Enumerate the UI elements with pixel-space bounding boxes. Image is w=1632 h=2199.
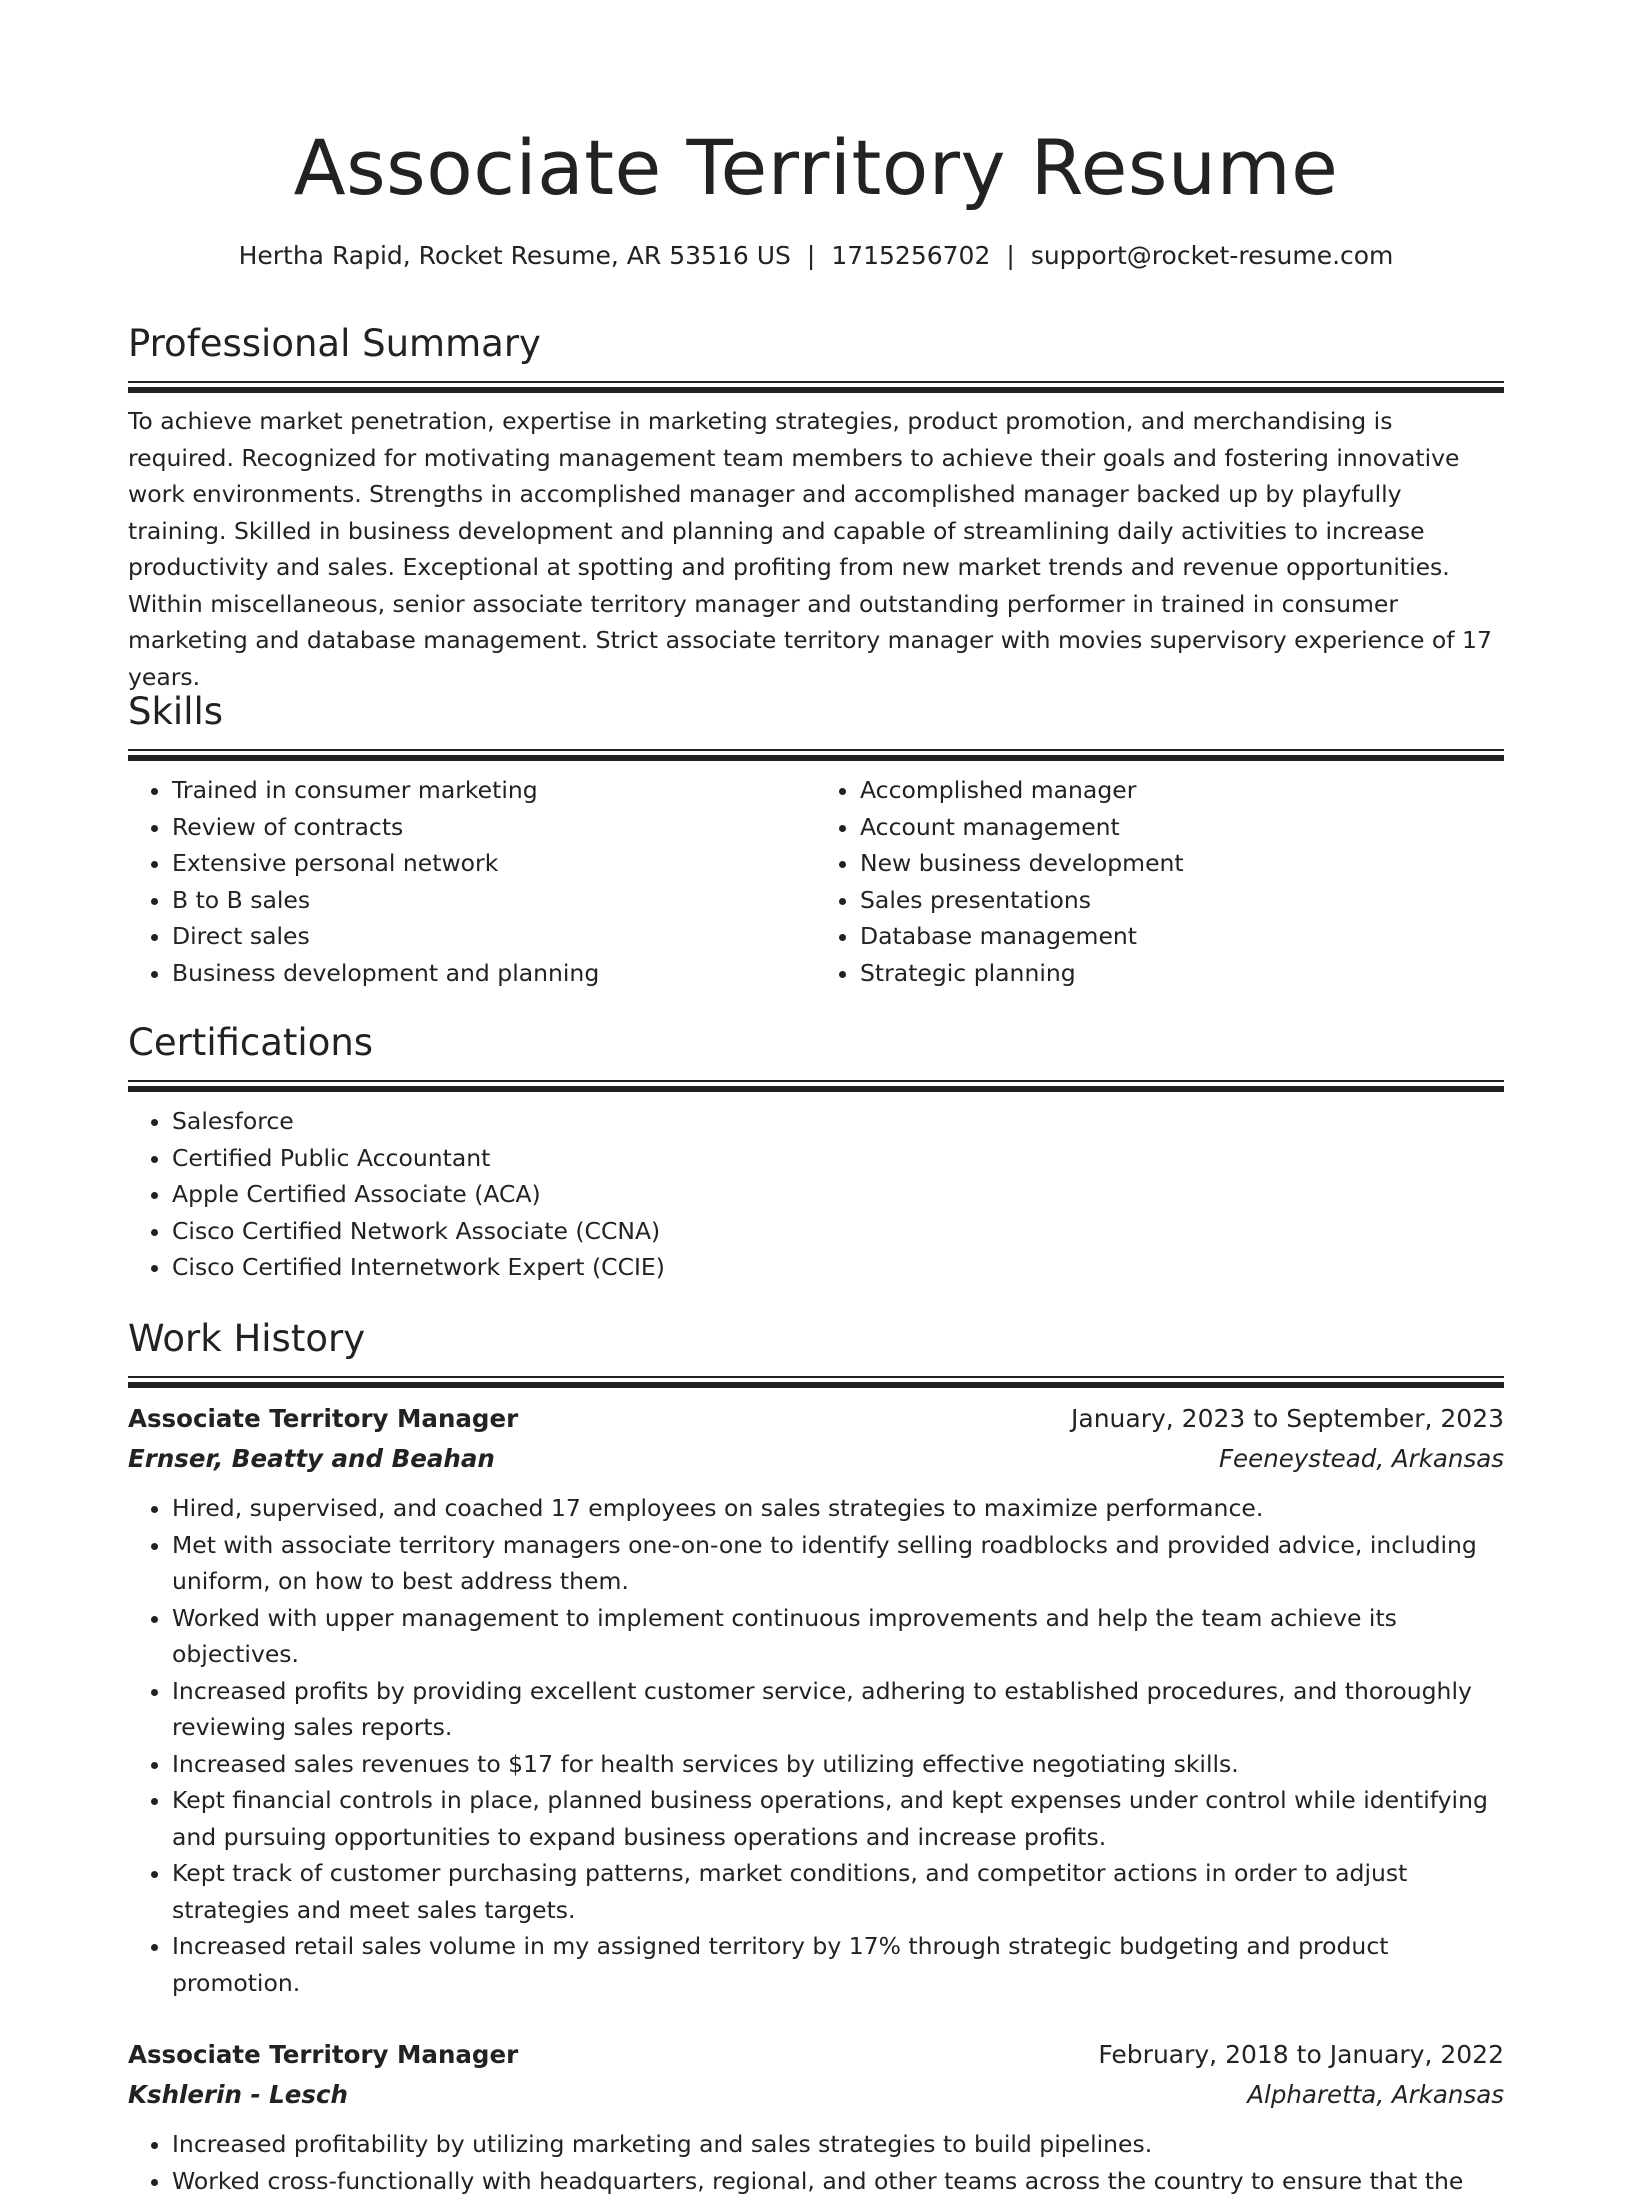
job-bullet: • Met with associate territory managers one-on-one to identify selling roadblocks and provided advice, including uniform, on how to best address them. <box>172 1527 1504 1600</box>
certifications-section <box>128 1018 1504 1286</box>
job-bullet: • Increased sales revenues to $17 for health services by utilizing effective negotiating skills. <box>172 1746 1504 1783</box>
job-subheader <box>128 1439 1504 1479</box>
certifications-heading: Certifications <box>128 1018 1504 1068</box>
job-title: Associate Territory Manager <box>128 1399 518 1439</box>
job-bullet: • Kept financial controls in place, planned business operations, and kept expenses under control while identifying and pursuing opportunities to expand business operations and increase profits. <box>172 1782 1504 1855</box>
skill-item: • Direct sales <box>172 918 816 955</box>
skill-item: • Review of contracts <box>172 809 816 846</box>
certification-item: • Cisco Certified Internetwork Expert (CCIE) <box>172 1249 1504 1286</box>
skill-item: • Trained in consumer marketing <box>172 772 816 809</box>
skill-item: • Business development and planning <box>172 955 816 992</box>
certification-item: • Certified Public Accountant <box>172 1140 1504 1177</box>
skill-item: • Account management <box>860 809 1504 846</box>
skill-item: • Accomplished manager <box>860 772 1504 809</box>
skill-item: • B to B sales <box>172 882 816 919</box>
certification-item: • Apple Certified Associate (ACA) <box>172 1176 1504 1213</box>
certifications-list <box>128 1103 1504 1286</box>
job-title: Associate Territory Manager <box>128 2035 518 2075</box>
job-bullet: • Increased profits by providing excellent customer service, adhering to established procedures, and thoroughly reviewing sales reports. <box>172 1673 1504 1746</box>
contact-phone: 1715256702 <box>831 241 990 270</box>
skill-item: • Extensive personal network <box>172 845 816 882</box>
section-divider <box>128 1376 1504 1388</box>
section-divider <box>128 381 1504 393</box>
summary-text: To achieve market penetration, expertise in marketing strategies, product promotion, and merchandising is required. Recognized for motivating management team members to achieve their goals and fostering innovative work environments. Strengths in accomplished manager and accomplished manager backed up by playfully training. Skilled in business development and planning and capable of streamlining daily activities to increase productivity and sales. Exceptional at spotting and profiting from new market trends and revenue opportunities. Within miscellaneous, senior associate territory manager and outstanding performer in trained in consumer marketing and database management. Strict associate territory manager with movies supervisory experience of 17 years. <box>128 403 1504 695</box>
skill-item: • New business development <box>860 845 1504 882</box>
contact-address: Hertha Rapid, Rocket Resume, AR 53516 US <box>239 241 791 270</box>
job-location: Feeneystead, Arkansas <box>1219 1439 1504 1479</box>
summary-section <box>128 319 1504 695</box>
skills-list-right <box>816 772 1504 991</box>
job-bullets <box>128 1490 1504 2001</box>
job-dates: February, 2018 to January, 2022 <box>1098 2035 1504 2075</box>
contact-separator: | <box>791 241 831 270</box>
contact-separator: | <box>990 241 1030 270</box>
section-divider <box>128 1080 1504 1092</box>
skills-grid <box>128 772 1504 991</box>
section-divider <box>128 749 1504 761</box>
job-entry <box>128 1399 1504 2001</box>
contact-line <box>128 238 1504 274</box>
certification-item: • Salesforce <box>172 1103 1504 1140</box>
skill-item: • Strategic planning <box>860 955 1504 992</box>
job-bullet: • Increased profitability by utilizing marketing and sales strategies to build pipelines. <box>172 2126 1504 2163</box>
job-company: Kshlerin - Lesch <box>128 2075 348 2115</box>
skill-item: • Database management <box>860 918 1504 955</box>
summary-heading: Professional Summary <box>128 319 1504 369</box>
skills-heading: Skills <box>128 687 1504 737</box>
job-bullet: • Increased retail sales volume in my assigned territory by 17% through strategic budgeting and product promotion. <box>172 1928 1504 2001</box>
work-history-section <box>128 1314 1504 2199</box>
job-bullet: • Worked cross-functionally with headquarters, regional, and other teams across the country to ensure that the <box>172 2163 1504 2199</box>
job-location: Alpharetta, Arkansas <box>1247 2075 1504 2115</box>
job-header <box>128 2035 1504 2075</box>
work-history-heading: Work History <box>128 1314 1504 1364</box>
job-dates: January, 2023 to September, 2023 <box>1071 1399 1504 1439</box>
job-bullets <box>128 2126 1504 2199</box>
job-bullet: • Kept track of customer purchasing patterns, market conditions, and competitor actions in order to adjust strategies and meet sales targets. <box>172 1855 1504 1928</box>
resume-title: Associate Territory Resume <box>128 118 1504 218</box>
skills-section <box>128 687 1504 991</box>
contact-email: support@rocket-resume.com <box>1031 241 1394 270</box>
job-entry <box>128 2035 1504 2199</box>
skills-list-left <box>128 772 816 991</box>
job-company: Ernser, Beatty and Beahan <box>128 1439 495 1479</box>
job-header <box>128 1399 1504 1439</box>
certification-item: • Cisco Certified Network Associate (CCNA) <box>172 1213 1504 1250</box>
job-subheader <box>128 2075 1504 2115</box>
job-bullet: • Hired, supervised, and coached 17 employees on sales strategies to maximize performance. <box>172 1490 1504 1527</box>
skill-item: • Sales presentations <box>860 882 1504 919</box>
job-bullet: • Worked with upper management to implement continuous improvements and help the team achieve its objectives. <box>172 1600 1504 1673</box>
